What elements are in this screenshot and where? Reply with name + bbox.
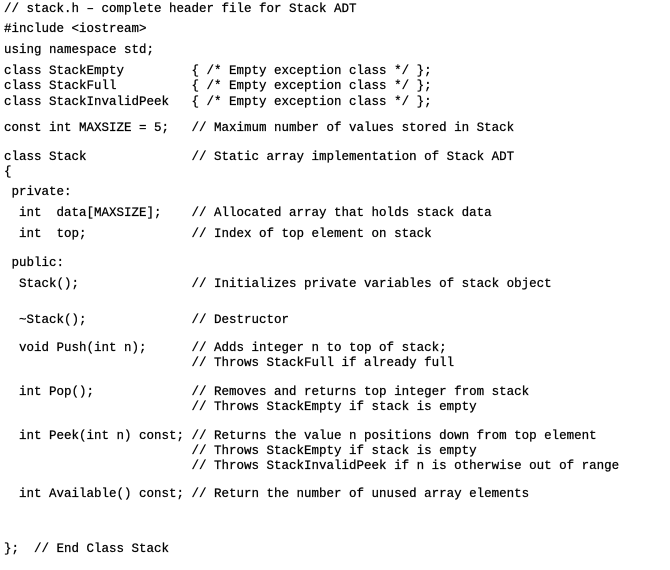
code-line: int top; // Index of top element on stack bbox=[4, 227, 432, 241]
code-line: // Throws StackEmpty if stack is empty bbox=[4, 400, 477, 414]
code-line: class Stack // Static array implementation of Stack ADT bbox=[4, 150, 515, 164]
code-line: public: bbox=[4, 256, 65, 270]
code-line: ~Stack(); // Destructor bbox=[4, 313, 290, 327]
code-line: int Available() const; // Return the number of unused array elements bbox=[4, 487, 530, 501]
code-line: // stack.h – complete header file for Stack ADT bbox=[4, 2, 357, 16]
code-line: // Throws StackEmpty if stack is empty bbox=[4, 444, 477, 458]
code-line: // Throws StackFull if already full bbox=[4, 356, 455, 370]
code-line: }; // End Class Stack bbox=[4, 542, 170, 556]
code-line: int Peek(int n) const; // Returns the value n positions down from top element bbox=[4, 429, 597, 443]
code-listing bbox=[4, 0, 668, 570]
code-line: private: bbox=[4, 185, 72, 199]
code-line: { bbox=[4, 165, 12, 179]
code-line: int Pop(); // Removes and returns top integer from stack bbox=[4, 385, 530, 399]
code-line: // Throws StackInvalidPeek if n is otherwise out of range bbox=[4, 459, 620, 473]
code-line: const int MAXSIZE = 5; // Maximum number of values stored in Stack bbox=[4, 121, 515, 135]
code-line: #include <iostream> bbox=[4, 22, 147, 36]
code-line: using namespace std; bbox=[4, 43, 155, 57]
code-line: void Push(int n); // Adds integer n to top of stack; bbox=[4, 341, 447, 355]
code-line: Stack(); // Initializes private variables of stack object bbox=[4, 277, 552, 291]
code-line: int data[MAXSIZE]; // Allocated array that holds stack data bbox=[4, 206, 492, 220]
code-line: class StackFull { /* Empty exception class */ }; bbox=[4, 79, 432, 93]
code-line: class StackInvalidPeek { /* Empty exception class */ }; bbox=[4, 95, 432, 109]
code-line: class StackEmpty { /* Empty exception class */ }; bbox=[4, 64, 432, 78]
